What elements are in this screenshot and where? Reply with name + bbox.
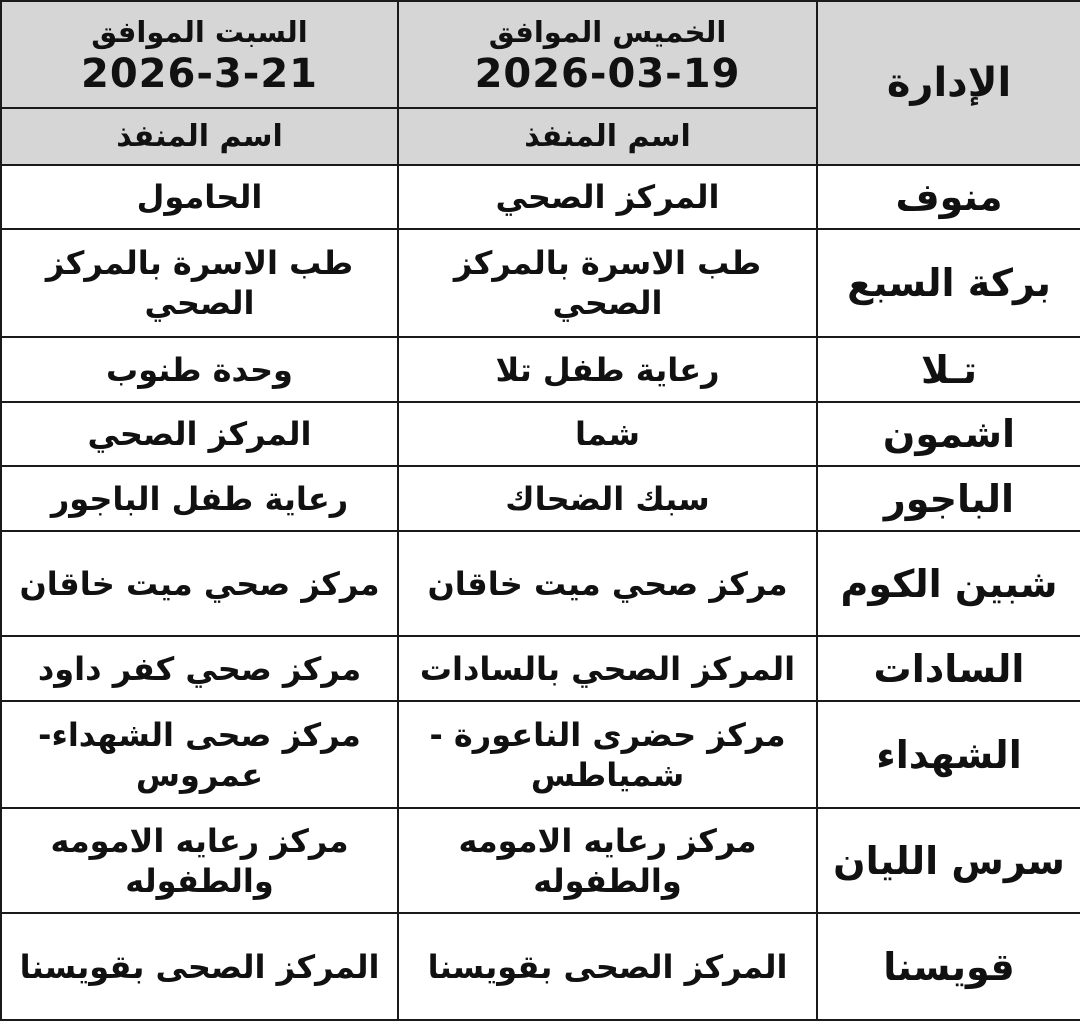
executor-header-saturday: اسم المنفذ	[1, 108, 398, 165]
department-cell: شبين الكوم	[817, 531, 1080, 636]
thursday-cell: رعاية طفل تلا	[398, 337, 817, 402]
table-row	[1, 402, 1080, 466]
saturday-header	[1, 1, 398, 108]
saturday-cell: مركز صحي كفر داود	[1, 636, 398, 701]
saturday-cell: المركز الصحي	[1, 402, 398, 466]
table-row	[1, 701, 1080, 808]
thursday-cell: مركز حضرى الناعورة - شمياطس	[398, 701, 817, 808]
saturday-cell: المركز الصحى بقويسنا	[1, 913, 398, 1020]
department-header: الإدارة	[817, 1, 1080, 165]
table-row	[1, 229, 1080, 337]
saturday-date: 2026-3-21	[80, 50, 319, 97]
saturday-cell: الحامول	[1, 165, 398, 229]
table-row	[1, 531, 1080, 636]
department-cell: الباجور	[817, 466, 1080, 531]
table-row	[1, 913, 1080, 1020]
department-cell: بركة السبع	[817, 229, 1080, 337]
table-row	[1, 165, 1080, 229]
header-row	[1, 1, 1080, 108]
thursday-label: الخميس الموافق	[488, 14, 727, 49]
saturday-cell: مركز صحي ميت خاقان	[1, 531, 398, 636]
thursday-cell: مركز صحي ميت خاقان	[398, 531, 817, 636]
table-row	[1, 466, 1080, 531]
thursday-cell: المركز الصحى بقويسنا	[398, 913, 817, 1020]
table-row	[1, 808, 1080, 913]
department-cell: اشمون	[817, 402, 1080, 466]
department-cell: قويسنا	[817, 913, 1080, 1020]
thursday-cell: طب الاسرة بالمركز الصحي	[398, 229, 817, 337]
thursday-cell: سبك الضحاك	[398, 466, 817, 531]
saturday-cell: مركز رعايه الامومه والطفوله	[1, 808, 398, 913]
department-cell: منوف	[817, 165, 1080, 229]
department-cell: السادات	[817, 636, 1080, 701]
department-cell: سرس الليان	[817, 808, 1080, 913]
thursday-cell: مركز رعايه الامومه والطفوله	[398, 808, 817, 913]
executor-header-thursday: اسم المنفذ	[398, 108, 817, 165]
department-cell: تـلا	[817, 337, 1080, 402]
saturday-cell: رعاية طفل الباجور	[1, 466, 398, 531]
thursday-cell: المركز الصحي	[398, 165, 817, 229]
saturday-cell: طب الاسرة بالمركز الصحي	[1, 229, 398, 337]
saturday-cell: وحدة طنوب	[1, 337, 398, 402]
thursday-cell: شما	[398, 402, 817, 466]
thursday-cell: المركز الصحي بالسادات	[398, 636, 817, 701]
table-row	[1, 337, 1080, 402]
thursday-date: 2026-03-19	[474, 50, 741, 97]
department-cell: الشهداء	[817, 701, 1080, 808]
thursday-header	[398, 1, 817, 108]
table-row	[1, 636, 1080, 701]
saturday-label: السبت الموافق	[91, 14, 308, 49]
saturday-cell: مركز صحى الشهداء- عمروس	[1, 701, 398, 808]
